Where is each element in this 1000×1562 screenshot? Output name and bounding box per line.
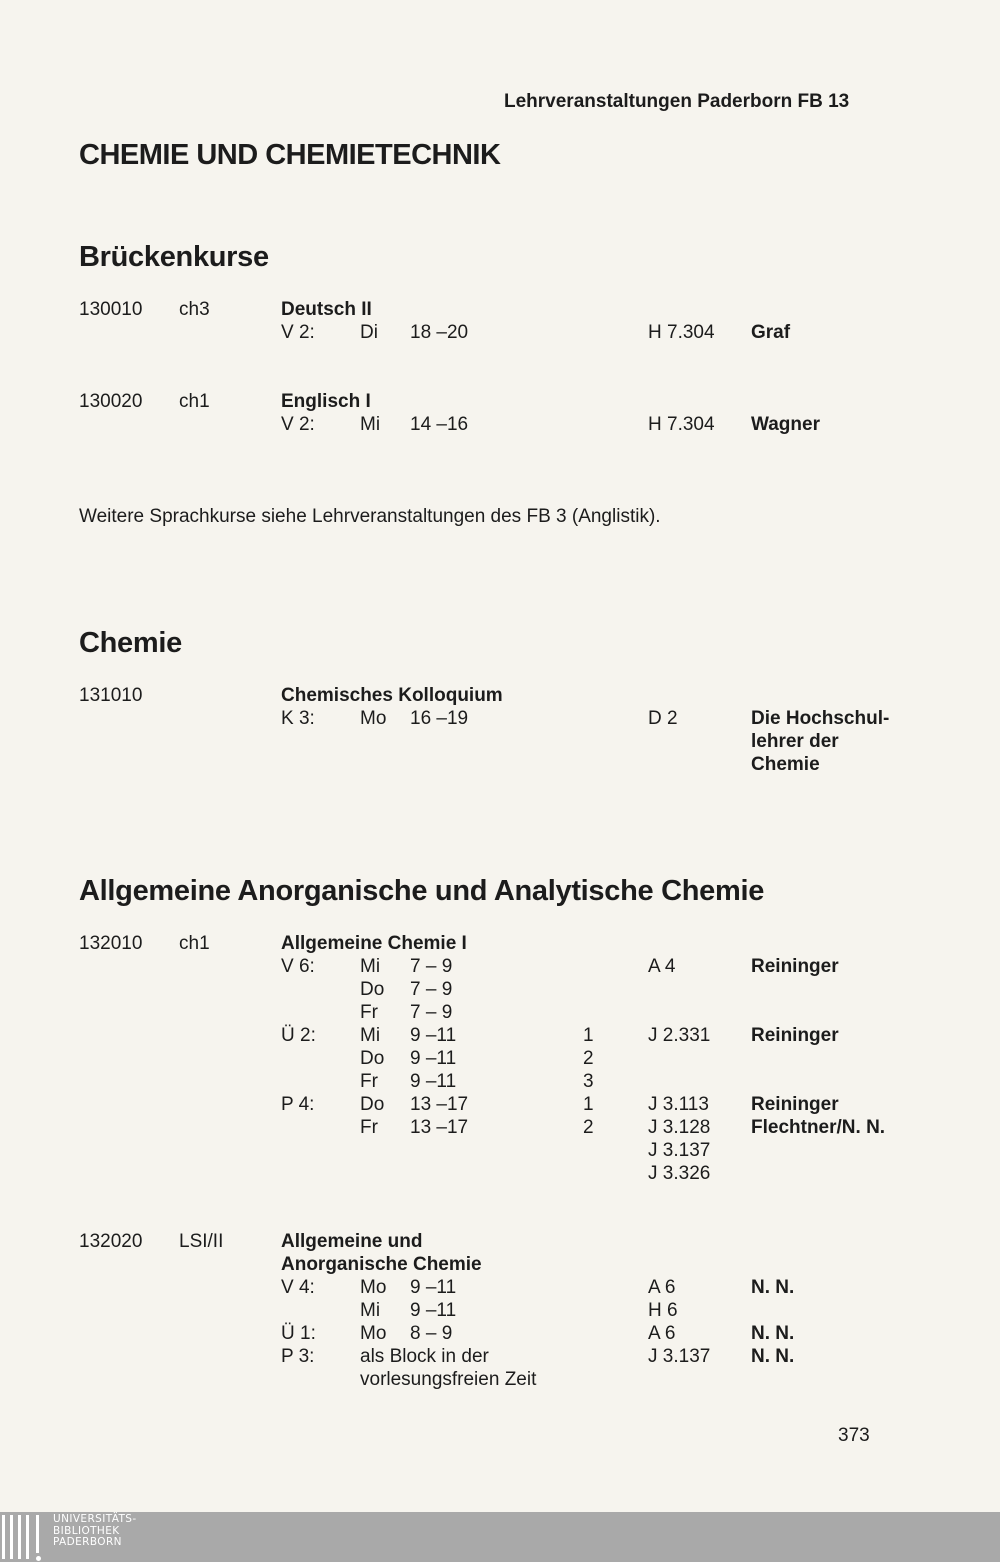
session-time: 16 –19 [410, 708, 469, 729]
lecturer: Wagner [751, 414, 820, 435]
session-group: 1 [583, 1094, 594, 1115]
session-type: P 4: [281, 1094, 315, 1115]
session-time: 8 – 9 [410, 1323, 453, 1344]
session-time: 9 –11 [410, 1300, 457, 1321]
schedule-row [0, 1276, 1000, 1299]
library-footer-bar [0, 1512, 1000, 1562]
session-time: 7 – 9 [410, 956, 453, 977]
session-time: 9 –11 [410, 1025, 457, 1046]
course-title: Chemisches Kolloquium [281, 685, 503, 706]
session-day: Mi [360, 414, 381, 435]
session-day: Do [360, 979, 385, 1000]
session-day: Fr [360, 1117, 378, 1138]
schedule-row [0, 1070, 1000, 1093]
lecturer: lehrer der [751, 731, 839, 752]
session-time: 13 –17 [410, 1117, 469, 1138]
session-day: als Block in der [360, 1346, 489, 1367]
section-heading-anorganisch: Allgemeine Anorganische und Analytische Chemie [79, 875, 765, 907]
library-name-line2: BIBLIOTHEK [53, 1524, 120, 1537]
session-room: A 6 [648, 1277, 676, 1298]
page-number: 373 [838, 1425, 870, 1446]
session-time: 9 –11 [410, 1277, 457, 1298]
schedule-row [0, 1162, 1000, 1185]
schedule-row [0, 1001, 1000, 1024]
schedule-row [0, 1299, 1000, 1322]
session-day: Fr [360, 1002, 378, 1023]
session-type: Ü 2: [281, 1025, 316, 1046]
session-time: 13 –17 [410, 1094, 469, 1115]
course-code: ch3 [179, 299, 210, 320]
session-type: V 2: [281, 414, 315, 435]
schedule-row [0, 955, 1000, 978]
course-title: Englisch I [281, 391, 371, 412]
session-room: J 3.137 [648, 1140, 711, 1161]
schedule-row [0, 1116, 1000, 1139]
section-heading-chemie: Chemie [79, 627, 182, 659]
session-time: 9 –11 [410, 1048, 457, 1069]
running-header: Lehrveranstaltungen Paderborn FB 13 [504, 91, 850, 112]
session-day: Mi [360, 1025, 381, 1046]
session-room: J 3.128 [648, 1117, 711, 1138]
lecturer: Reininger [751, 956, 839, 977]
schedule-row [0, 707, 1000, 730]
lecturer: N. N. [751, 1277, 795, 1298]
note-text: Weitere Sprachkurse siehe Lehrveranstaltungen des FB 3 (Anglistik). [79, 506, 661, 527]
session-type: V 6: [281, 956, 315, 977]
lecturer: Graf [751, 322, 791, 343]
lecturer: Reininger [751, 1025, 839, 1046]
course-number: 132010 [79, 933, 143, 954]
session-room: D 2 [648, 708, 678, 729]
session-day: Di [360, 322, 378, 343]
course-title-line2: Anorganische Chemie [281, 1254, 482, 1275]
session-group: 2 [583, 1117, 594, 1138]
library-logo-text [53, 1514, 137, 1549]
session-day: Mo [360, 1277, 387, 1298]
session-room: H 7.304 [648, 322, 715, 343]
lecturer: N. N. [751, 1323, 795, 1344]
library-name-line1: UNIVERSITÄTS- [53, 1513, 137, 1525]
schedule-row [0, 1139, 1000, 1162]
session-day: Mo [360, 708, 387, 729]
schedule-row [0, 730, 1000, 753]
lecturer: Chemie [751, 754, 820, 775]
session-room: A 6 [648, 1323, 676, 1344]
session-day: Mi [360, 956, 381, 977]
section-heading-brueckenkurse: Brückenkurse [79, 241, 269, 273]
course-code: ch1 [179, 933, 210, 954]
schedule-row [0, 413, 1000, 436]
session-time: 18 –20 [410, 322, 469, 343]
schedule-row [0, 978, 1000, 1001]
session-time: 9 –11 [410, 1071, 457, 1092]
course-title: Deutsch II [281, 299, 372, 320]
schedule-row [0, 1093, 1000, 1116]
session-group: 1 [583, 1025, 594, 1046]
session-room: A 4 [648, 956, 676, 977]
session-room: J 3.326 [648, 1163, 711, 1184]
session-room: H 7.304 [648, 414, 715, 435]
session-day: Mo [360, 1323, 387, 1344]
session-day: Fr [360, 1071, 378, 1092]
course-title: Allgemeine Chemie I [281, 933, 467, 954]
course-number: 132020 [79, 1231, 143, 1252]
session-type: P 3: [281, 1346, 315, 1367]
schedule-row [0, 1047, 1000, 1070]
schedule-row [0, 1322, 1000, 1345]
schedule-row [0, 1024, 1000, 1047]
lecturer: Flechtner/N. N. [751, 1117, 886, 1138]
page-title: CHEMIE UND CHEMIETECHNIK [79, 139, 501, 171]
course-number: 130010 [79, 299, 143, 320]
session-type: K 3: [281, 708, 315, 729]
session-room: J 2.331 [648, 1025, 711, 1046]
session-type: V 2: [281, 322, 315, 343]
session-room: J 3.113 [648, 1094, 709, 1115]
session-type: Ü 1: [281, 1323, 316, 1344]
session-time: 7 – 9 [410, 979, 453, 1000]
lecturer: Reininger [751, 1094, 839, 1115]
session-group: 2 [583, 1048, 594, 1069]
course-number: 130020 [79, 391, 143, 412]
session-day: vorlesungsfreien Zeit [360, 1369, 537, 1390]
course-title-line1: Allgemeine und [281, 1231, 423, 1252]
course-code: ch1 [179, 391, 210, 412]
schedule-row [0, 321, 1000, 344]
course-number: 131010 [79, 685, 143, 706]
lecturer: N. N. [751, 1346, 795, 1367]
session-room: H 6 [648, 1300, 678, 1321]
session-day: Mi [360, 1300, 381, 1321]
session-group: 3 [583, 1071, 594, 1092]
course-code: LSI/II [179, 1231, 224, 1252]
session-day: Do [360, 1048, 385, 1069]
session-time: 7 – 9 [410, 1002, 453, 1023]
schedule-row [0, 753, 1000, 776]
session-type: V 4: [281, 1277, 315, 1298]
library-name-line3: PADERBORN [53, 1536, 122, 1548]
session-day: Do [360, 1094, 385, 1115]
schedule-row [0, 1368, 1000, 1391]
lecturer: Die Hochschul- [751, 708, 890, 729]
schedule-row [0, 1345, 1000, 1368]
session-room: J 3.137 [648, 1346, 711, 1367]
session-time: 14 –16 [410, 414, 469, 435]
